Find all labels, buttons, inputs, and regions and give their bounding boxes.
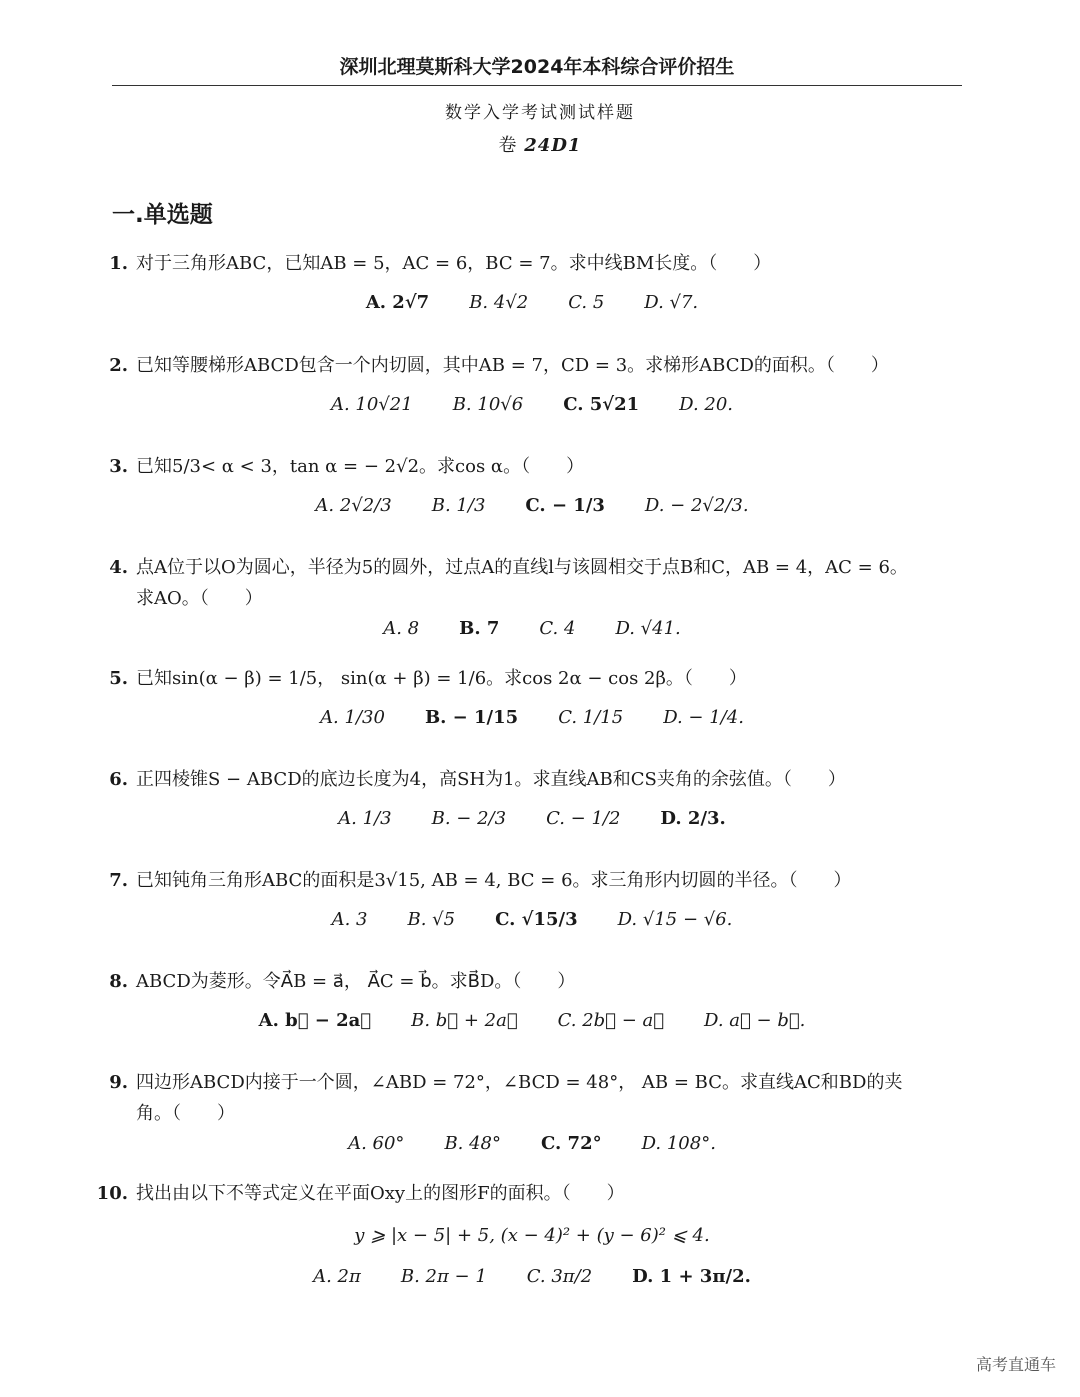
question-text: 找出由以下不等式定义在平面Oxy上的图形F的面积。（ ）	[136, 1183, 625, 1204]
question-text: 已知5/3< α < 3，tan α = − 2√2。求cos α。（ ）	[136, 456, 585, 477]
option-c[interactable]: C. √15/3	[495, 909, 578, 930]
options-row	[96, 1010, 968, 1031]
question-4	[96, 552, 968, 639]
option-b[interactable]: B. − 2/3	[431, 808, 507, 829]
option-b[interactable]: B. 10√6	[452, 394, 524, 415]
question-number: 7.	[109, 870, 128, 891]
options-row	[96, 394, 968, 415]
question-text: 已知钝角三角形ABC的面积是3√15, AB = 4, BC = 6。求三角形内切圆的半径。（ ）	[136, 870, 852, 891]
question-number: 10.	[96, 1183, 128, 1204]
question-text: 四边形ABCD内接于一个圆，∠ABD = 72°，∠BCD = 48°， AB = BC。求直线AC和BD的夹	[136, 1072, 903, 1093]
exam-subtitle: 数学入学考试测试样题	[445, 103, 635, 123]
option-a[interactable]: A. 2√7	[365, 292, 430, 313]
options-row	[96, 1266, 968, 1287]
option-a[interactable]: A. 3	[331, 909, 368, 930]
paper-code-prefix: 卷	[498, 135, 518, 156]
question-6	[96, 764, 968, 829]
question-number: 9.	[109, 1072, 128, 1093]
option-b[interactable]: B. b⃗ + 2a⃗	[411, 1010, 518, 1031]
option-c[interactable]: C. 5	[568, 292, 605, 313]
option-c[interactable]: C. − 1/2	[546, 808, 621, 829]
option-a[interactable]: A. 60°	[348, 1133, 405, 1154]
question-text: 已知sin(α − β) = 1/5， sin(α + β) = 1/6。求cos 2α − cos 2β。（ ）	[136, 668, 747, 689]
question-text-continued: 角。（ ）	[136, 1103, 235, 1124]
options-row	[96, 1133, 968, 1154]
option-d[interactable]: D. 108°.	[641, 1133, 716, 1154]
option-a[interactable]: A. 2π	[313, 1266, 361, 1287]
option-b[interactable]: B. 2π − 1	[400, 1266, 487, 1287]
option-c[interactable]: C. 3π/2	[526, 1266, 593, 1287]
option-c[interactable]: C. − 1/3	[525, 495, 605, 516]
question-text: 正四棱锥S − ABCD的底边长度为4，高SH为1。求直线AB和CS夹角的余弦值。（ ）	[136, 769, 846, 790]
option-d[interactable]: D. − 2√2/3.	[644, 495, 749, 516]
option-c[interactable]: C. 5√21	[563, 394, 640, 415]
option-c[interactable]: C. 1/15	[558, 707, 624, 728]
option-d[interactable]: D. 1 + 3π/2.	[632, 1266, 751, 1287]
option-b[interactable]: B. 48°	[444, 1133, 502, 1154]
question-8	[96, 966, 968, 1031]
option-d[interactable]: D. − 1/4.	[663, 707, 744, 728]
option-d[interactable]: D. √41.	[615, 618, 681, 639]
option-b[interactable]: B. − 1/15	[424, 707, 519, 728]
option-b[interactable]: B. 7	[459, 618, 500, 639]
page-header-title: 深圳北理莫斯科大学2024年本科综合评价招生	[112, 52, 962, 86]
question-9	[96, 1067, 968, 1154]
question-7	[96, 865, 968, 930]
options-row	[96, 292, 968, 313]
option-a[interactable]: A. 2√2/3	[315, 495, 392, 516]
question-text-continued: 求AO。（ ）	[136, 588, 263, 609]
options-row	[96, 808, 968, 829]
question-number: 6.	[109, 769, 128, 790]
question-text: 点A位于以O为圆心，半径为5的圆外，过点A的直线l与该圆相交于点B和C，AB = 4，AC = 6。	[136, 557, 908, 578]
watermark: 高考直通车	[975, 1355, 1056, 1374]
question-text: ABCD为菱形。令A⃗B = a⃗， A⃗C = b⃗。求B⃗D。（ ）	[136, 971, 576, 992]
option-b[interactable]: B. 4√2	[469, 292, 529, 313]
option-d[interactable]: D. √7.	[644, 292, 699, 313]
option-d[interactable]: D. 2/3.	[660, 808, 726, 829]
options-row	[96, 618, 968, 639]
paper-code-line	[0, 131, 1080, 157]
options-row	[96, 495, 968, 516]
option-a[interactable]: A. 8	[383, 618, 420, 639]
option-b[interactable]: B. 1/3	[431, 495, 486, 516]
question-number: 3.	[109, 456, 128, 477]
option-d[interactable]: D. √15 − √6.	[617, 909, 733, 930]
question-number: 4.	[109, 557, 128, 578]
question-number: 2.	[109, 355, 128, 376]
question-10	[96, 1178, 968, 1287]
question-text: 已知等腰梯形ABCD包含一个内切圆，其中AB = 7，CD = 3。求梯形ABCD的面积。（ ）	[136, 355, 889, 376]
option-a[interactable]: A. 10√21	[330, 394, 413, 415]
option-a[interactable]: A. 1/30	[320, 707, 385, 728]
question-3	[96, 451, 968, 516]
section-title: 一.单选题	[112, 202, 213, 228]
inequality-formula: y ⩾ |x − 5| + 5, (x − 4)² + (y − 6)² ⩽ 4.	[354, 1225, 710, 1246]
option-c[interactable]: C. 72°	[541, 1133, 602, 1154]
option-c[interactable]: C. 4	[539, 618, 576, 639]
option-b[interactable]: B. √5	[407, 909, 456, 930]
question-text: 对于三角形ABC，已知AB = 5，AC = 6，BC = 7。求中线BM长度。（ ）	[136, 253, 772, 274]
question-1	[96, 248, 968, 313]
option-a[interactable]: A. b⃗ − 2a⃗	[258, 1010, 372, 1031]
question-2	[96, 350, 968, 415]
option-d[interactable]: D. a⃗ − b⃗.	[704, 1010, 806, 1031]
question-5	[96, 663, 968, 728]
option-c[interactable]: C. 2b⃗ − a⃗	[557, 1010, 665, 1031]
question-number: 5.	[109, 668, 128, 689]
question-number: 8.	[109, 971, 128, 992]
options-row	[96, 909, 968, 930]
option-a[interactable]: A. 1/3	[338, 808, 392, 829]
options-row	[96, 707, 968, 728]
paper-code: 24D1	[524, 135, 582, 156]
option-d[interactable]: D. 20.	[679, 394, 734, 415]
question-number: 1.	[109, 253, 128, 274]
